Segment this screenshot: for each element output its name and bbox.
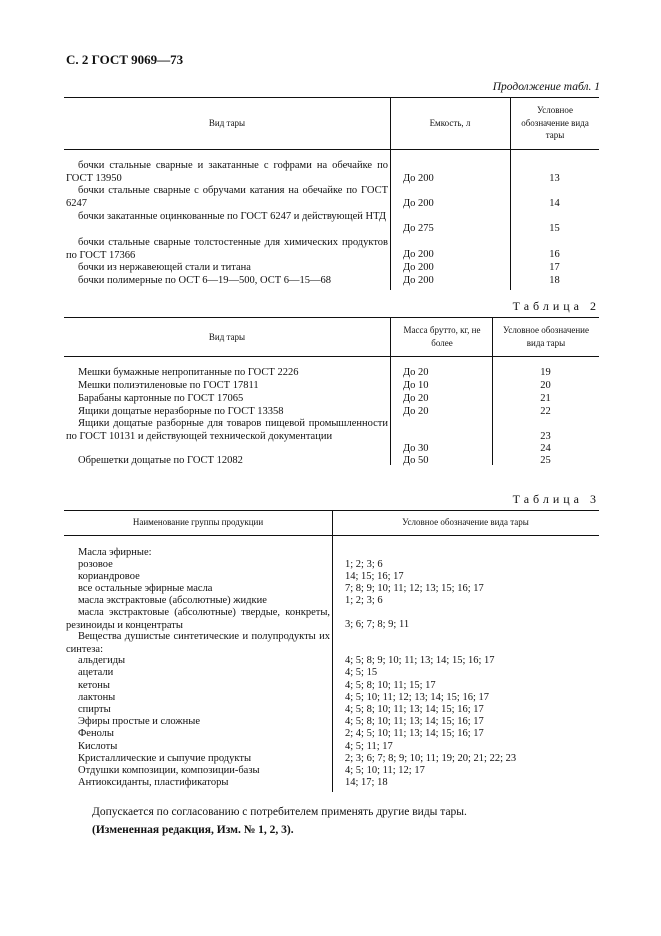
table-1-row-code: 15 (549, 223, 560, 234)
table-1-row-code: 17 (549, 262, 560, 273)
table-3-col-divider (332, 510, 333, 792)
table-3-row-name: Вещества душистые синтетические и полупродукты их синтеза: (66, 631, 330, 655)
table-3-row-codes: 4; 5; 10; 11; 12; 13; 14; 15; 16; 17 (345, 692, 489, 703)
table-3-title: Таблица 3 (512, 492, 600, 506)
table-2-row-code: 25 (540, 455, 551, 466)
table-2-header-rule (64, 356, 599, 357)
table-3-row-codes: 7; 8; 9; 10; 11; 12; 13; 15; 16; 17 (345, 583, 484, 594)
table-3-row-name: Эфиры простые и сложные (78, 716, 200, 727)
table-3-row-name: Масла эфирные: (78, 547, 152, 558)
table-1-row-capacity: До 200 (403, 275, 434, 286)
table-3-header-rule (64, 535, 599, 536)
table-3-row-name: Антиоксиданты, пластификаторы (78, 777, 229, 788)
table-3-row-codes: 4; 5; 11; 17 (345, 741, 393, 752)
table-3-row-name: все остальные эфирные масла (78, 583, 213, 594)
table-2-row-desc: Мешки полиэтиленовые по ГОСТ 17811 (78, 380, 259, 391)
table-3-row-codes: 1; 2; 3; 6 (345, 559, 383, 570)
table-1-row-capacity: До 275 (403, 223, 434, 234)
table-3-row-codes: 4; 5; 8; 10; 11; 15; 17 (345, 680, 436, 691)
table-1-row-desc: бочки закатанные оцинкованные по ГОСТ 6247 и действующей НТД (78, 211, 387, 222)
table-3-row-codes: 14; 15; 16; 17 (345, 571, 404, 582)
table-1-row-capacity: До 200 (403, 173, 434, 184)
table-2-row-code: 23 (540, 431, 551, 442)
table-2-col-divider (390, 317, 391, 465)
table-1-header-rule (64, 149, 599, 150)
amendment-note: (Измененная редакция, Изм. № 1, 2, 3). (92, 824, 294, 836)
table-2-row-code: 19 (540, 367, 551, 378)
table-1-row-code: 13 (549, 173, 560, 184)
table-1-row-desc: бочки полимерные по ОСТ 6—19—500, ОСТ 6—15—68 (78, 275, 332, 286)
table-1-header-type: Вид тары (208, 118, 246, 128)
table-1-row-desc: бочки стальные сварные толстостенные для химических продуктов по ГОСТ 17366 (66, 237, 388, 261)
table-3-row-codes: 2; 4; 5; 10; 11; 13; 14; 15; 16; 17 (345, 728, 484, 739)
table-1-row-capacity: До 200 (403, 249, 434, 260)
table-2-title: Таблица 2 (512, 299, 600, 313)
table-2-row-mass: До 10 (403, 380, 429, 391)
table-1-row-desc: бочки стальные сварные с обручами катания на обечайке по ГОСТ 6247 (66, 185, 388, 209)
table-2-header-type: Вид тары (208, 332, 246, 342)
table-2-row-mass: До 20 (403, 367, 429, 378)
table-2-header-mass: Масса брутто, кг, не более (403, 325, 481, 348)
table-2-row-desc: Ящики дощатые неразборные по ГОСТ 13358 (78, 406, 284, 417)
table-3-row-name: ацетали (78, 667, 114, 678)
table-3-row-name: Фенолы (78, 728, 114, 739)
table-3-row-codes: 1; 2; 3; 6 (345, 595, 383, 606)
table-1-header-code: Условное обозначение вида тары (521, 105, 589, 140)
table-2-row-code: 21 (540, 393, 551, 404)
table-2-row-mass: До 20 (403, 393, 429, 404)
table-3-row-name: альдегиды (78, 655, 126, 666)
table-3-row-codes: 4; 5; 8; 9; 10; 11; 13; 14; 15; 16; 17 (345, 655, 495, 666)
table-1-row-desc: бочки из нержавеющей стали и титана (78, 262, 251, 273)
table-2-row-code: 20 (540, 380, 551, 391)
table-1-row-code: 18 (549, 275, 560, 286)
table-3-row-codes: 4; 5; 8; 10; 11; 13; 14; 15; 16; 17 (345, 716, 484, 727)
table-3-row-codes: 4; 5; 10; 11; 12; 17 (345, 765, 425, 776)
page-header: С. 2 ГОСТ 9069—73 (66, 52, 184, 67)
table-3-row-codes: 14; 17; 18 (345, 777, 388, 788)
table-3-row-codes: 2; 3; 6; 7; 8; 9; 10; 11; 19; 20; 21; 22; 23 (345, 753, 517, 764)
table-1-row-code: 16 (549, 249, 560, 260)
table-3-row-name: лактоны (78, 692, 116, 703)
table-3-row-name: розовое (78, 559, 113, 570)
table-3-row-name: масла экстрактовые (абсолютные) твердые, конкреты, резиноиды и концентраты (66, 607, 330, 631)
table-2-row-code: 24 (540, 443, 551, 454)
table-3-row-codes: 4; 5; 15 (345, 667, 378, 678)
table-2-row-code: 22 (540, 406, 551, 417)
table-3-header-code: Условное обозначение вида тары (402, 517, 529, 527)
table-2-row-desc: Обрешетки дощатые по ГОСТ 12082 (78, 455, 243, 466)
table-continuation-label: Продолжение табл. 1 (492, 81, 600, 93)
table-2-row-desc: Ящики дощатые разборные для товаров пищевой промышленности по ГОСТ 10131 и действующей технической документации (66, 418, 388, 442)
table-2-row-mass: До 50 (403, 455, 429, 466)
table-3-row-name: Кристаллические и сыпучие продукты (78, 753, 251, 764)
table-3-row-name: кориандровое (78, 571, 140, 582)
table-1-row-capacity: До 200 (403, 262, 434, 273)
table-2-top-rule (64, 317, 599, 318)
table-1-top-rule (64, 97, 599, 98)
table-2-row-desc: Барабаны картонные по ГОСТ 17065 (78, 393, 244, 404)
table-1-row-capacity: До 200 (403, 198, 434, 209)
table-2-row-desc: Мешки бумажные непропитанные по ГОСТ 2226 (78, 367, 299, 378)
footnote: Допускается по согласованию с потребителем применять другие виды тары. (92, 806, 467, 818)
table-1-header-capacity: Емкость, л (429, 118, 471, 128)
table-1-row-desc: бочки стальные сварные и закатанные с гофрами на обечайке по ГОСТ 13950 (66, 160, 388, 184)
table-3-row-name: кетоны (78, 680, 110, 691)
table-3-row-name: масла экстрактовые (абсолютные) жидкие (78, 595, 267, 606)
table-3-row-name: спирты (78, 704, 111, 715)
table-3-row-name: Кислоты (78, 741, 118, 752)
table-2-header-code: Условное обозначение вида тары (503, 325, 589, 348)
table-2-row-mass: До 20 (403, 406, 429, 417)
table-3-row-codes: 3; 6; 7; 8; 9; 11 (345, 619, 410, 630)
table-3-header-group: Наименование группы продукции (132, 517, 264, 527)
table-3-row-codes: 4; 5; 8; 10; 11; 13; 14; 15; 16; 17 (345, 704, 484, 715)
table-2-row-mass: До 30 (403, 443, 429, 454)
table-1-row-code: 14 (549, 198, 560, 209)
table-3-row-name: Отдушки композиции, композиции-базы (78, 765, 260, 776)
